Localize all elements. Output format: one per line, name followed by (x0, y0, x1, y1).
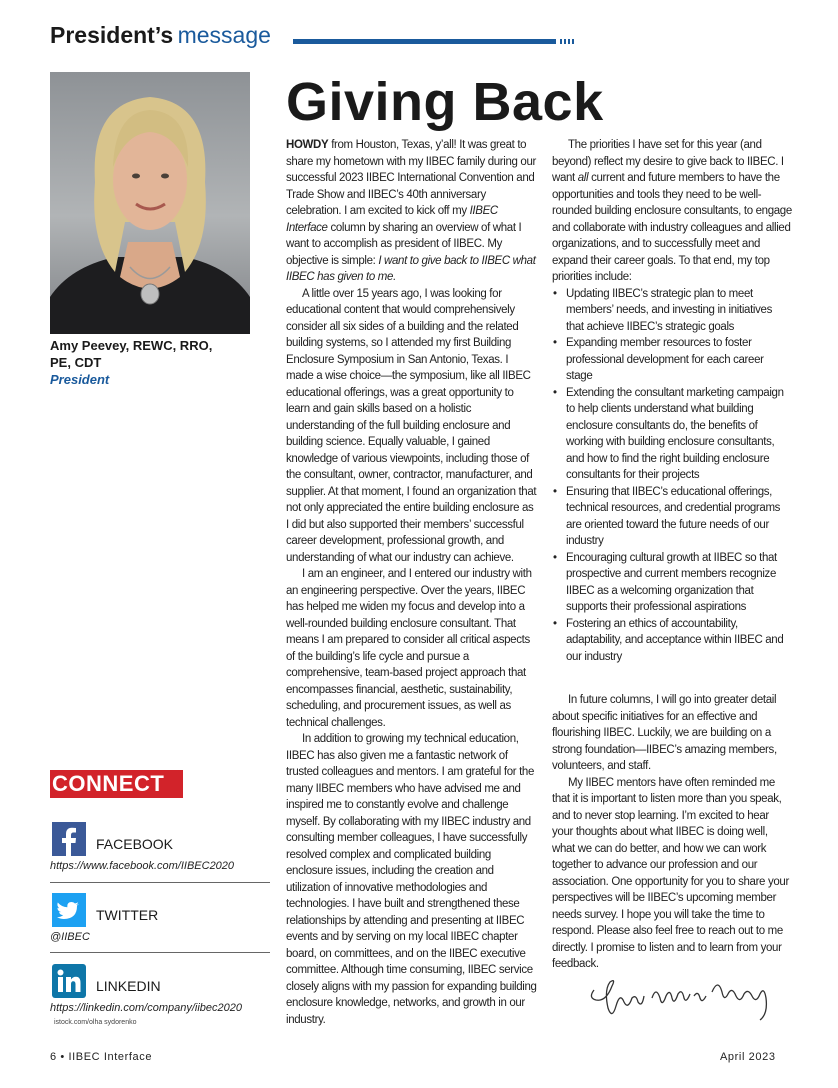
priorities-list (552, 286, 792, 666)
text-run: from Houston, Texas, y’all! It was great to share my hometown with my IIBEC family during our successful 2023 IIBEC International Convention and Trade Show and IIBEC’s 40th anniversary celebration. I am excited to kick off my (286, 139, 537, 217)
text-run: column by sharing an overview of what I want to accomplish as president of IIBEC. My objective is simple: (286, 221, 522, 267)
divider (50, 952, 270, 953)
paragraph: My IIBEC mentors have often reminded me that it is important to listen more than you speak, and to never stop learning. I’m excited to hear your thoughts about what IIBEC is doing well, what we can do better, and how we can work together to advance our profession and our association. One opportunity for you to share your perspectives will be IIBEC’s upcoming member needs survey. I hope you will take the time to respond. Please also feel free to reach out to me directly. I promise to listen and to learn from your feedback. (552, 776, 789, 970)
twitter-label[interactable]: TWITTER (96, 907, 159, 923)
text-run: current and future members to have the opportunities and tools they need to be well-rounded building enclosure consultants, to engage and collaborate with industry colleagues and allied organizations, and to successfully meet and expand their career goals. To that end, my top priorities include: (552, 172, 792, 283)
paragraph (286, 137, 538, 286)
list-item: • Extending the consultant marketing campaign to help clients understand what building enclosure consultants do, the benefits of working with building enclosure consultants, and how to find the right building enclosure consultants for their projects (552, 385, 792, 484)
facebook-label[interactable]: FACEBOOK (96, 836, 174, 852)
divider (50, 882, 270, 883)
footer-date: April 2023 (720, 1051, 776, 1063)
paragraph: In future columns, I will go into greater detail about specific initiatives for an effective and flourishing IIBEC. Luckily, we are building on a strong foundation—IIBEC’s amazing members, volunteers, and staff. (552, 694, 777, 772)
emphasis: all (577, 172, 589, 184)
linkedin-icon (52, 964, 86, 998)
linkedin-label[interactable]: LINKEDIN (96, 978, 161, 994)
signature-scribble (586, 968, 786, 1028)
footer-page-info: 6 • IIBEC Interface (50, 1051, 153, 1063)
section-header (50, 22, 580, 52)
article-column-1 (286, 137, 538, 1028)
list-item: • Encouraging cultural growth at IIBEC so that prospective and current members recognize IIBEC as a welcoming organization that supports their professional aspirations (552, 550, 792, 616)
social-linkedin[interactable] (50, 964, 270, 1014)
paragraph: A little over 15 years ago, I was looking for educational content that would comprehensively consider all six sides of a building and the related building systems, so I attended my first Building Enclosure Symposium in San Antonio, Texas. I made a wise choice—the symposium, like all IIBEC educational offerings, was a great opportunity to learn and gain skills based on a holistic understanding of the full building enclosure and building science. Equally valuable, I gained knowledge of various viewpoints, including those of the consultant, owner, contractor, manufacturer, and supplier. At that moment, I found an organization that not only appreciated the entire building enclosure as I did but also supported their members’ successful career development, professional growth, and understanding of what our industry can achieve. (286, 287, 537, 564)
list-item: • Fostering an ethics of accountability, adaptability, and acceptance within IIBEC and our industry (552, 616, 792, 666)
president-role: President (50, 372, 110, 387)
paragraph (552, 137, 792, 286)
twitter-icon (52, 893, 86, 927)
facebook-icon (52, 822, 86, 856)
list-item: • Updating IIBEC’s strategic plan to meet members’ needs, and investing in initiatives that achieve IIBEC’s strategic goals (552, 286, 792, 336)
list-item: • Expanding member resources to foster professional development for each career stage (552, 335, 792, 385)
twitter-handle[interactable]: @IIBEC (50, 931, 90, 943)
header-rule-stripes (560, 39, 576, 44)
header-rule (293, 39, 556, 44)
image-credit: istock.com/olha sydorenko (54, 1019, 137, 1026)
publication-name: IIBEC Interface (286, 205, 498, 234)
social-twitter[interactable] (50, 893, 270, 943)
paragraph: In addition to growing my technical education, IIBEC has also given me a fantastic network of trusted colleagues and mentors. I am grateful for the many IIBEC members who have advised me and inspired me to constantly evolve and challenge myself. By collaborating with my IIBEC industry and consulting member colleagues, I have successfully resolved complex and complicated building enclosure issues, including the creation and utilization of innovative methodologies and technologies. I have built and strengthened these relationships by attending and presenting at IIBEC events and by serving on my local IIBEC chapter board, on committees, and on the IIBEC executive committee. Although time consuming, IIBEC service closely aligns with my passion for expanding building enclosure knowledge, networks, and growth in our industry. (286, 733, 537, 1026)
facebook-url[interactable]: https://www.facebook.com/IIBEC2020 (50, 860, 235, 872)
spacer (552, 665, 792, 692)
linkedin-url[interactable]: https://linkedin.com/company/iibec2020 (50, 1002, 242, 1014)
header-message: message (177, 22, 271, 48)
signature (586, 968, 786, 1028)
president-name-line2: PE, CDT (50, 355, 102, 370)
social-facebook[interactable] (50, 822, 270, 872)
photo-caption (50, 337, 260, 388)
text-run: The priorities I have set for this year (and beyond) reflect my desire to give back to IIBEC. I want (552, 139, 784, 184)
portrait-illustration (50, 72, 250, 334)
president-photo (50, 72, 250, 334)
president-name-line1: Amy Peevey, REWC, RRO, (50, 338, 213, 353)
objective-quote: I want to give back to IIBEC what IIBEC has given to me. (286, 254, 536, 283)
header-president: President’s (50, 22, 174, 48)
article-title: Giving Back (286, 72, 604, 132)
connect-heading: CONNECT (50, 770, 183, 798)
lead-in: HOWDY (286, 139, 329, 151)
paragraph: I am an engineer, and I entered our industry with an engineering perspective. Over the years, IIBEC has helped me widen my focus and develop into a well-rounded building enclosure consultant. That means I am prepared to consider all critical aspects of the building’s life cycle and pursue a comprehensive, team-based project approach that encompasses financial, aesthetic, sustainability, scheduling, and procurement issues, as well as technical challenges. (286, 568, 532, 729)
list-item: • Ensuring that IIBEC’s educational offerings, technical resources, and credential programs are oriented toward the future needs of our industry (552, 484, 792, 550)
article-column-2 (552, 137, 792, 973)
